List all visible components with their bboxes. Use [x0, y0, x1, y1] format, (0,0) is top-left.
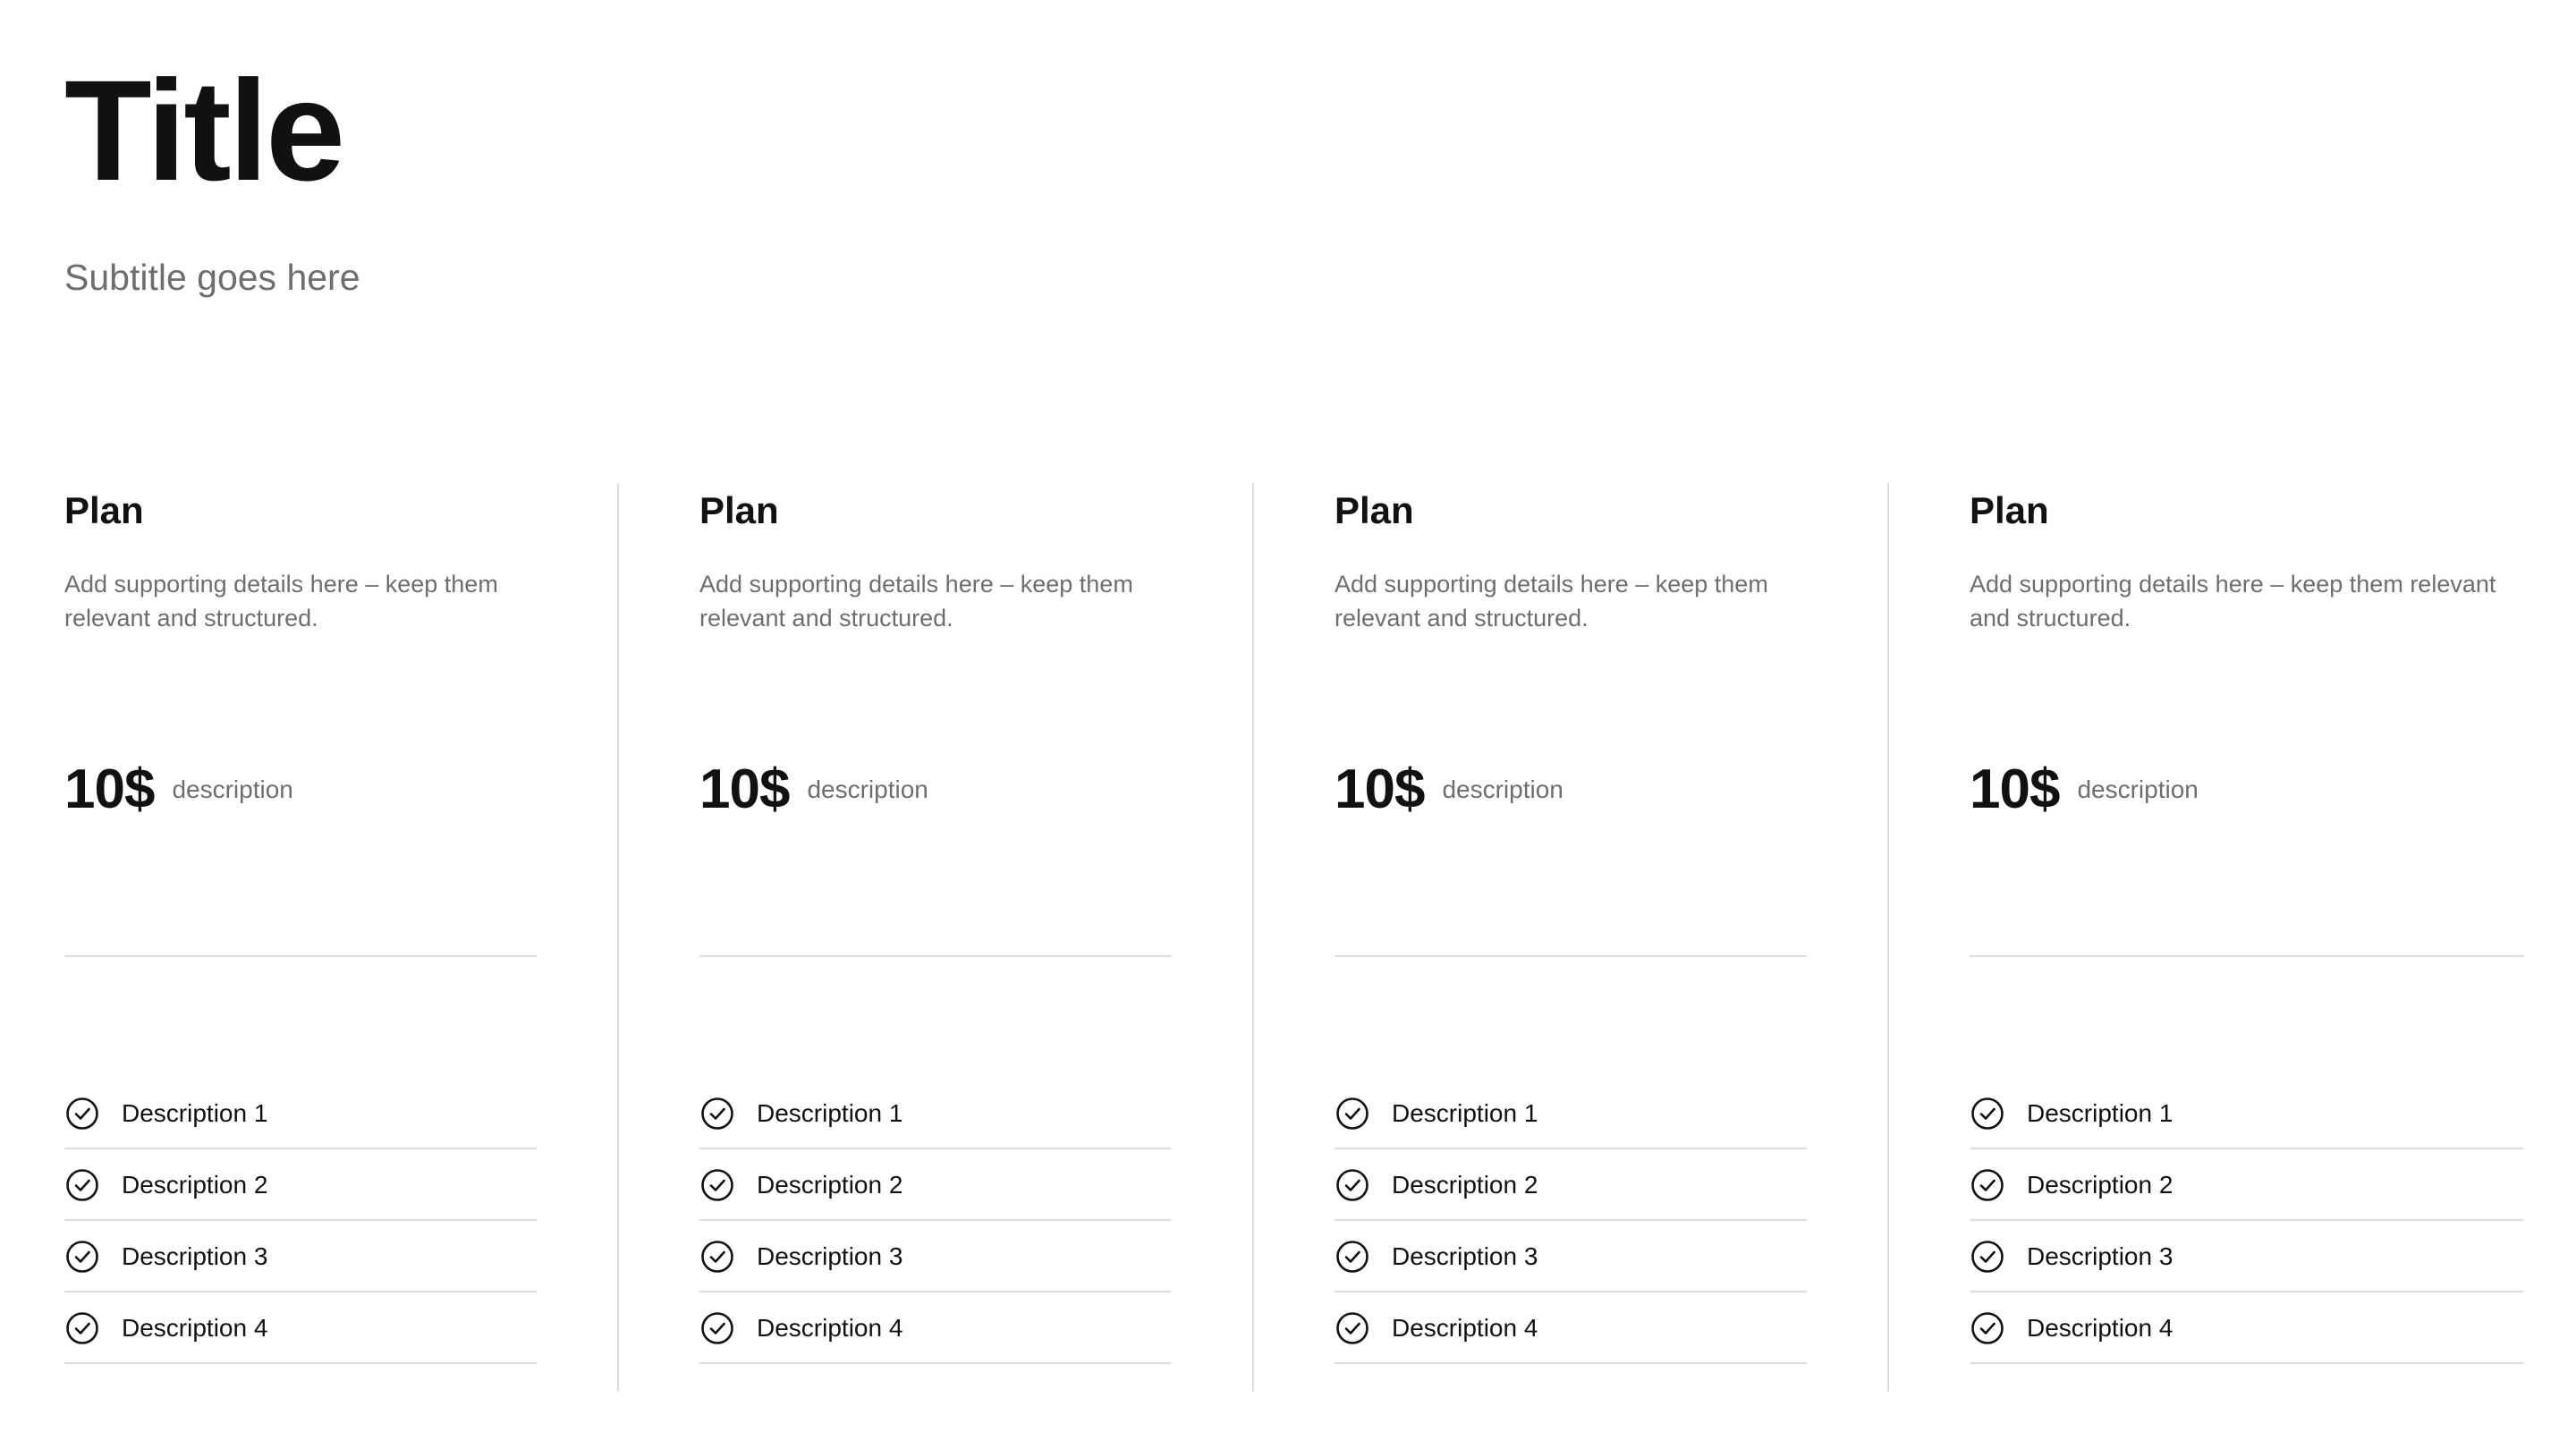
feature-item [64, 1294, 537, 1364]
plan-price: 10$ [1970, 758, 2060, 820]
page-title: Title [64, 50, 343, 210]
feature-list [1970, 1080, 2524, 1366]
plan-card [1335, 483, 1871, 1392]
check-circle-icon [699, 1167, 735, 1203]
feature-item [699, 1223, 1172, 1292]
check-circle-icon [699, 1096, 735, 1131]
feature-item [699, 1294, 1172, 1364]
feature-label: Description 1 [2027, 1099, 2174, 1127]
feature-item [1970, 1151, 2524, 1221]
plan-price: 10$ [1335, 758, 1425, 820]
feature-item [1970, 1294, 2524, 1364]
check-circle-icon [1335, 1167, 1370, 1203]
plan-name: Plan [699, 489, 779, 531]
price-description: description [2077, 775, 2199, 803]
plan-description: Add supporting details here – keep them relevant and structured. [699, 571, 1133, 631]
plans-section [0, 483, 2576, 1392]
plan-separator [1970, 955, 2524, 957]
feature-label: Description 1 [1392, 1099, 1538, 1127]
price-row [699, 758, 928, 821]
feature-list [64, 1080, 537, 1366]
feature-item [1335, 1151, 1807, 1221]
plan-description: Add supporting details here – keep them relevant and structured. [64, 571, 498, 631]
feature-item [64, 1223, 537, 1292]
page-subtitle: Subtitle goes here [64, 257, 360, 298]
plan-name: Plan [1335, 489, 1414, 531]
check-circle-icon [1970, 1310, 2005, 1346]
feature-item [1335, 1223, 1807, 1292]
feature-label: Description 4 [757, 1314, 903, 1342]
check-circle-icon [699, 1310, 735, 1346]
feature-label: Description 3 [122, 1242, 268, 1270]
feature-label: Description 4 [122, 1314, 268, 1342]
check-circle-icon [1970, 1096, 2005, 1131]
price-description: description [807, 775, 928, 803]
check-circle-icon [64, 1167, 100, 1203]
feature-item [699, 1080, 1172, 1149]
plan-card [64, 483, 601, 1392]
plan-separator [699, 955, 1172, 957]
check-circle-icon [699, 1239, 735, 1275]
check-circle-icon [64, 1239, 100, 1275]
plan-separator [64, 955, 537, 957]
check-circle-icon [1335, 1239, 1370, 1275]
feature-label: Description 3 [2027, 1242, 2174, 1270]
feature-item [64, 1151, 537, 1221]
feature-label: Description 2 [122, 1171, 268, 1199]
feature-label: Description 4 [2027, 1314, 2174, 1342]
price-description: description [172, 775, 293, 803]
check-circle-icon [1335, 1310, 1370, 1346]
feature-item [699, 1151, 1172, 1221]
plan-name: Plan [64, 489, 144, 531]
feature-item [64, 1080, 537, 1149]
plan-card [1970, 483, 2506, 1392]
check-circle-icon [1335, 1096, 1370, 1131]
price-row [1970, 758, 2199, 821]
price-description: description [1442, 775, 1563, 803]
feature-item [1970, 1080, 2524, 1149]
check-circle-icon [1970, 1167, 2005, 1203]
feature-label: Description 1 [122, 1099, 268, 1127]
plan-description: Add supporting details here – keep them relevant and structured. [1970, 571, 2496, 631]
plan-price: 10$ [699, 758, 790, 820]
feature-item [1335, 1080, 1807, 1149]
feature-label: Description 2 [2027, 1171, 2174, 1199]
feature-item [1970, 1223, 2524, 1292]
plan-name: Plan [1970, 489, 2049, 531]
price-row [64, 758, 293, 821]
check-circle-icon [64, 1096, 100, 1131]
feature-label: Description 2 [1392, 1171, 1538, 1199]
feature-label: Description 3 [757, 1242, 903, 1270]
plan-price: 10$ [64, 758, 155, 820]
plan-separator [1335, 955, 1807, 957]
feature-list [699, 1080, 1172, 1366]
plan-card [699, 483, 1236, 1392]
feature-label: Description 3 [1392, 1242, 1538, 1270]
check-circle-icon [1970, 1239, 2005, 1275]
feature-label: Description 4 [1392, 1314, 1538, 1342]
plan-description: Add supporting details here – keep them relevant and structured. [1335, 571, 1768, 631]
feature-item [1335, 1294, 1807, 1364]
feature-label: Description 1 [757, 1099, 903, 1127]
check-circle-icon [64, 1310, 100, 1346]
price-row [1335, 758, 1563, 821]
feature-label: Description 2 [757, 1171, 903, 1199]
feature-list [1335, 1080, 1807, 1366]
